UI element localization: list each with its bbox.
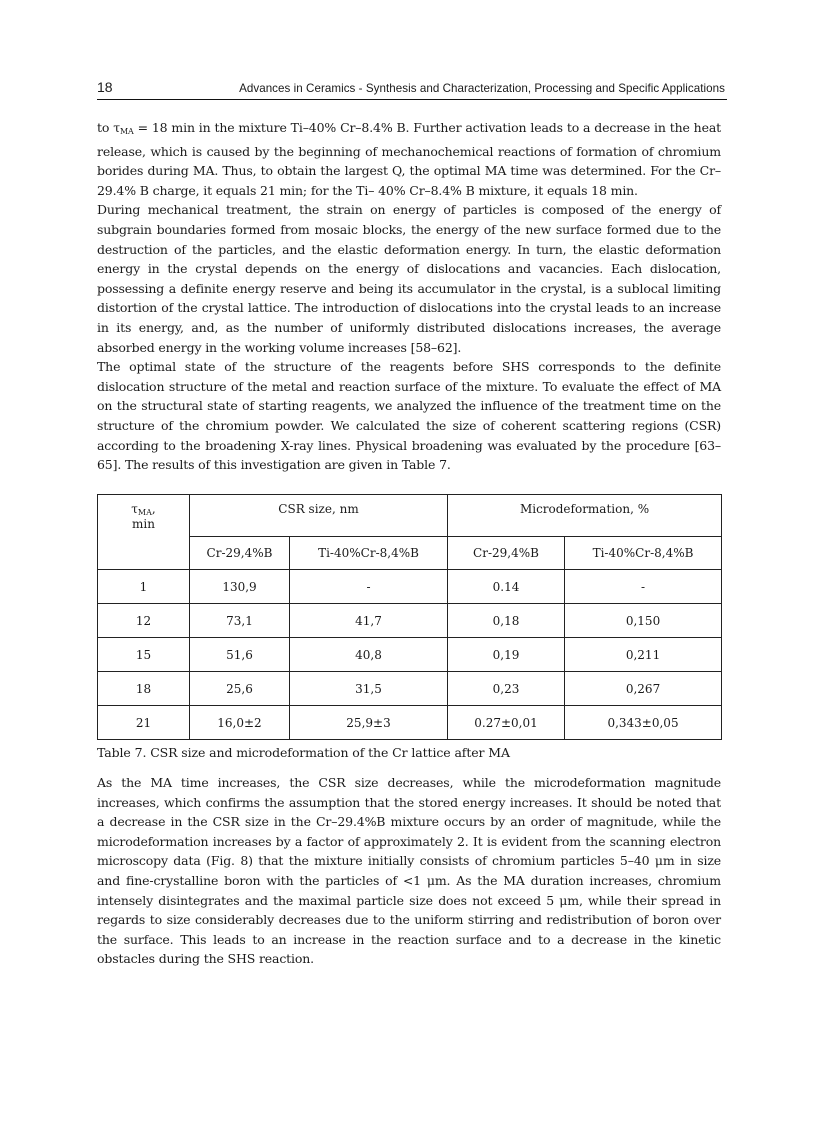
table-cell: 73,1 (190, 604, 290, 638)
table-cell: 16,0±2 (190, 706, 290, 740)
data-table (97, 494, 722, 740)
table-cell: 40,8 (290, 638, 448, 672)
table-cell: 0,23 (448, 672, 565, 706)
subheader: Cr-29,4%B (190, 537, 290, 570)
table-cell: 0,267 (565, 672, 722, 706)
table-cell: 0,19 (448, 638, 565, 672)
table-cell: - (565, 570, 722, 604)
page-header (97, 79, 727, 100)
table-cell: 15 (98, 638, 190, 672)
paragraph: to $\tau_{MA} = 18$ min in the mixture Ti–40% Cr–8.4% B. Further activation leads to a decrease in the heat release, which is caused by the beginning of mechanochemical reactions of formation of chromium borides during MA. Thus, to obtain the largest Q, the optimal MA time was determined. For the Cr–29.4% B charge, it equals 21 min; for the Ti– 40% Cr–8.4% B mixture, it equals 18 min. (97, 120, 721, 198)
header-csr-size: CSR size, nm (190, 495, 448, 537)
table-cell: - (290, 570, 448, 604)
table-cell: 21 (98, 706, 190, 740)
body-text-bottom (97, 773, 721, 969)
paragraph: As the MA time increases, the CSR size decreases, while the microdeformation magnitude increases, which confirms the assumption that the stored energy increases. It should be noted that a decrease in the CSR size in the Cr–29.4%B mixture occurs by an order of magnitude, while the microdeformation increases by a factor of approximately 2. It is evident from the scanning electron microscopy data (Fig. 8) that the mixture initially consists of chromium particles 5–40 μm in size and fine-crystalline boron with the particles of <1 μm. As the MA duration increases, chromium intensely disintegrates and the maximal particle size does not exceed 5 μm, while their spread in regards to size considerably decreases due to the uniform stirring and redistribution of boron over the surface. This leads to an increase in the reaction surface and to a decrease in the kinetic obstacles during the SHS reaction. (97, 775, 721, 967)
table-cell: 0,18 (448, 604, 565, 638)
table-cell: 130,9 (190, 570, 290, 604)
subheader: Cr-29,4%B (448, 537, 565, 570)
table-cell: 0,211 (565, 638, 722, 672)
running-title: Advances in Ceramics - Synthesis and Characterization, Processing and Specific Applications (239, 82, 725, 95)
subheader: Ti-40%Cr-8,4%B (290, 537, 448, 570)
subheader: Ti-40%Cr-8,4%B (565, 537, 722, 570)
header-microdeformation: Microdeformation, % (448, 495, 722, 537)
table-cell: 12 (98, 604, 190, 638)
table-row (98, 672, 722, 706)
table-cell: 0.14 (448, 570, 565, 604)
body-text-top (97, 118, 721, 475)
table-caption: Table 7. CSR size and microdeformation of the Cr lattice after MA (97, 745, 510, 760)
table-row (98, 706, 722, 740)
table-cell: 18 (98, 672, 190, 706)
table-row (98, 570, 722, 604)
table-cell: 1 (98, 570, 190, 604)
table-cell: 25,9±3 (290, 706, 448, 740)
table-cell: 0,343±0,05 (565, 706, 722, 740)
table-cell: 0,150 (565, 604, 722, 638)
table-row (98, 638, 722, 672)
table-cell: 0.27±0,01 (448, 706, 565, 740)
header-tau: $\tau_{MA}$, min (98, 495, 190, 570)
table-cell: 25,6 (190, 672, 290, 706)
paragraph: The optimal state of the structure of the reagents before SHS corresponds to the definite dislocation structure of the metal and reaction surface of the mixture. To evaluate the effect of MA on the structural state of starting reagents, we analyzed the influence of the treatment time on the structure of the chromium powder. We calculated the size of coherent scattering regions (CSR) according to the broadening X-ray lines. Physical broadening was evaluated by the procedure [63–65]. The results of this investigation are given in Table 7. (97, 359, 721, 473)
table-cell: 31,5 (290, 672, 448, 706)
table-cell: 51,6 (190, 638, 290, 672)
table-cell: 41,7 (290, 604, 448, 638)
page-number: 18 (97, 79, 113, 95)
paragraph: During mechanical treatment, the strain on energy of particles is composed of the energy of subgrain boundaries formed from mosaic blocks, the energy of the new surface formed due to the destruction of the particles, and the elastic deformation energy. In turn, the elastic deformation energy in the crystal depends on the energy of dislocations and vacancies. Each dislocation, possessing a definite energy reserve and being its accumulator in the crystal, is a sublocal limiting distortion of the crystal lattice. The introduction of dislocations into the crystal leads to an increase in its energy, and, as the number of uniformly distributed dislocations increases, the average absorbed energy in the working volume increases [58–62]. (97, 202, 721, 355)
table-row (98, 604, 722, 638)
